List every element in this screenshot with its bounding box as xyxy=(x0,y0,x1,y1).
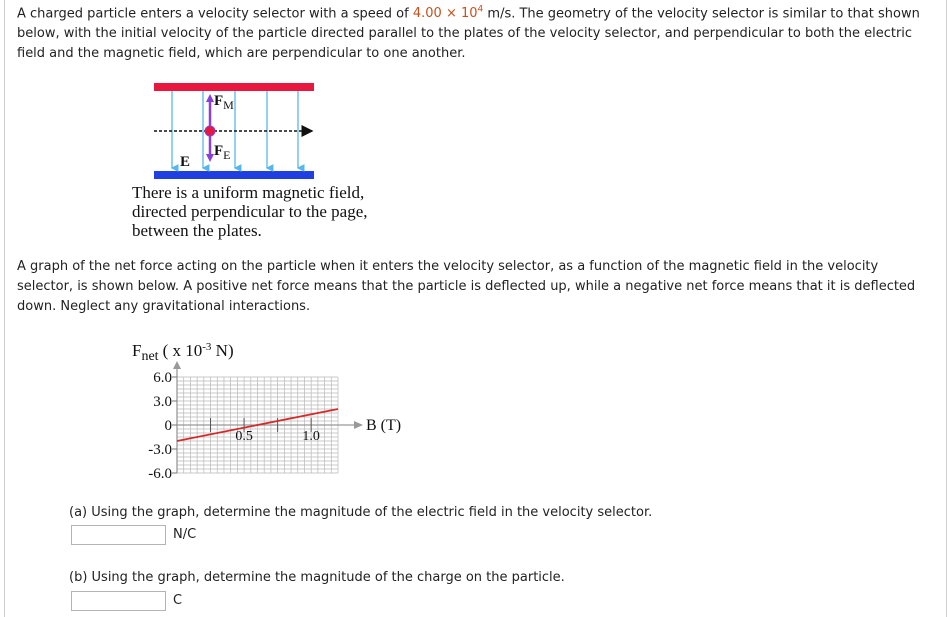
y-axis-label: $F_{net}$ ( x $10^{-3}$ N) xyxy=(132,341,234,364)
y-tick-label: 3.0 xyxy=(153,394,172,410)
velocity-selector-diagram xyxy=(140,78,340,186)
charge-answer-input[interactable] xyxy=(71,591,166,611)
x-tick-label: 0.5 xyxy=(235,429,253,444)
electric-field-lines xyxy=(172,91,298,168)
diagram-caption: There is a uniform magnetic field, directed perpendicular to the page, between the plates. xyxy=(132,183,368,240)
net-force-graph xyxy=(126,337,426,487)
problem-intro: A charged particle enters a velocity selector with a speed of $4.00 \times 10^4$ m/s. The geometry of the velocity selector is similar to that shown below, with the initial velocity of the particle directed parallel to the plates of the velocity selector, and perpendicular to both the electric field and the magnetic field, which are perpendicular to one another. xyxy=(17,5,920,62)
top-plate xyxy=(154,83,314,91)
y-tick-label: 6.0 xyxy=(153,370,172,386)
charge-unit: C xyxy=(173,593,183,608)
magnetic-force-label: $F_M$ xyxy=(214,93,234,112)
x-tick-label: 1.0 xyxy=(302,429,320,444)
y-axis-arrow xyxy=(173,361,181,369)
charged-particle xyxy=(205,126,215,136)
electric-field-unit: N/C xyxy=(173,527,197,542)
y-tick-label: -6.0 xyxy=(148,466,172,482)
y-tick-label: -3.0 xyxy=(148,442,172,458)
x-axis-arrow xyxy=(354,421,363,429)
electric-field-answer-input[interactable] xyxy=(71,525,166,545)
speed-value: $4.00 \times 10^4$ xyxy=(412,5,484,22)
bottom-plate xyxy=(154,171,314,179)
x-axis-label: B (T) xyxy=(366,417,402,434)
graph-description: A graph of the net force acting on the particle when it enters the velocity selector, as a function of the magnetic field in the velocity selector, is shown below. A positive net force means that the particle is deflected up, while a negative net force means that it is deflected down. Neglect any gravitational interactions. xyxy=(17,259,916,314)
question-a: (a) Using the graph, determine the magnitude of the electric field in the velocity selector. xyxy=(69,505,653,520)
y-tick-label: 0 xyxy=(164,418,172,434)
electric-force-label: $F_E$ xyxy=(214,143,231,162)
electric-field-label: E xyxy=(180,154,191,170)
question-b: (b) Using the graph, determine the magnitude of the charge on the particle. xyxy=(69,570,565,585)
